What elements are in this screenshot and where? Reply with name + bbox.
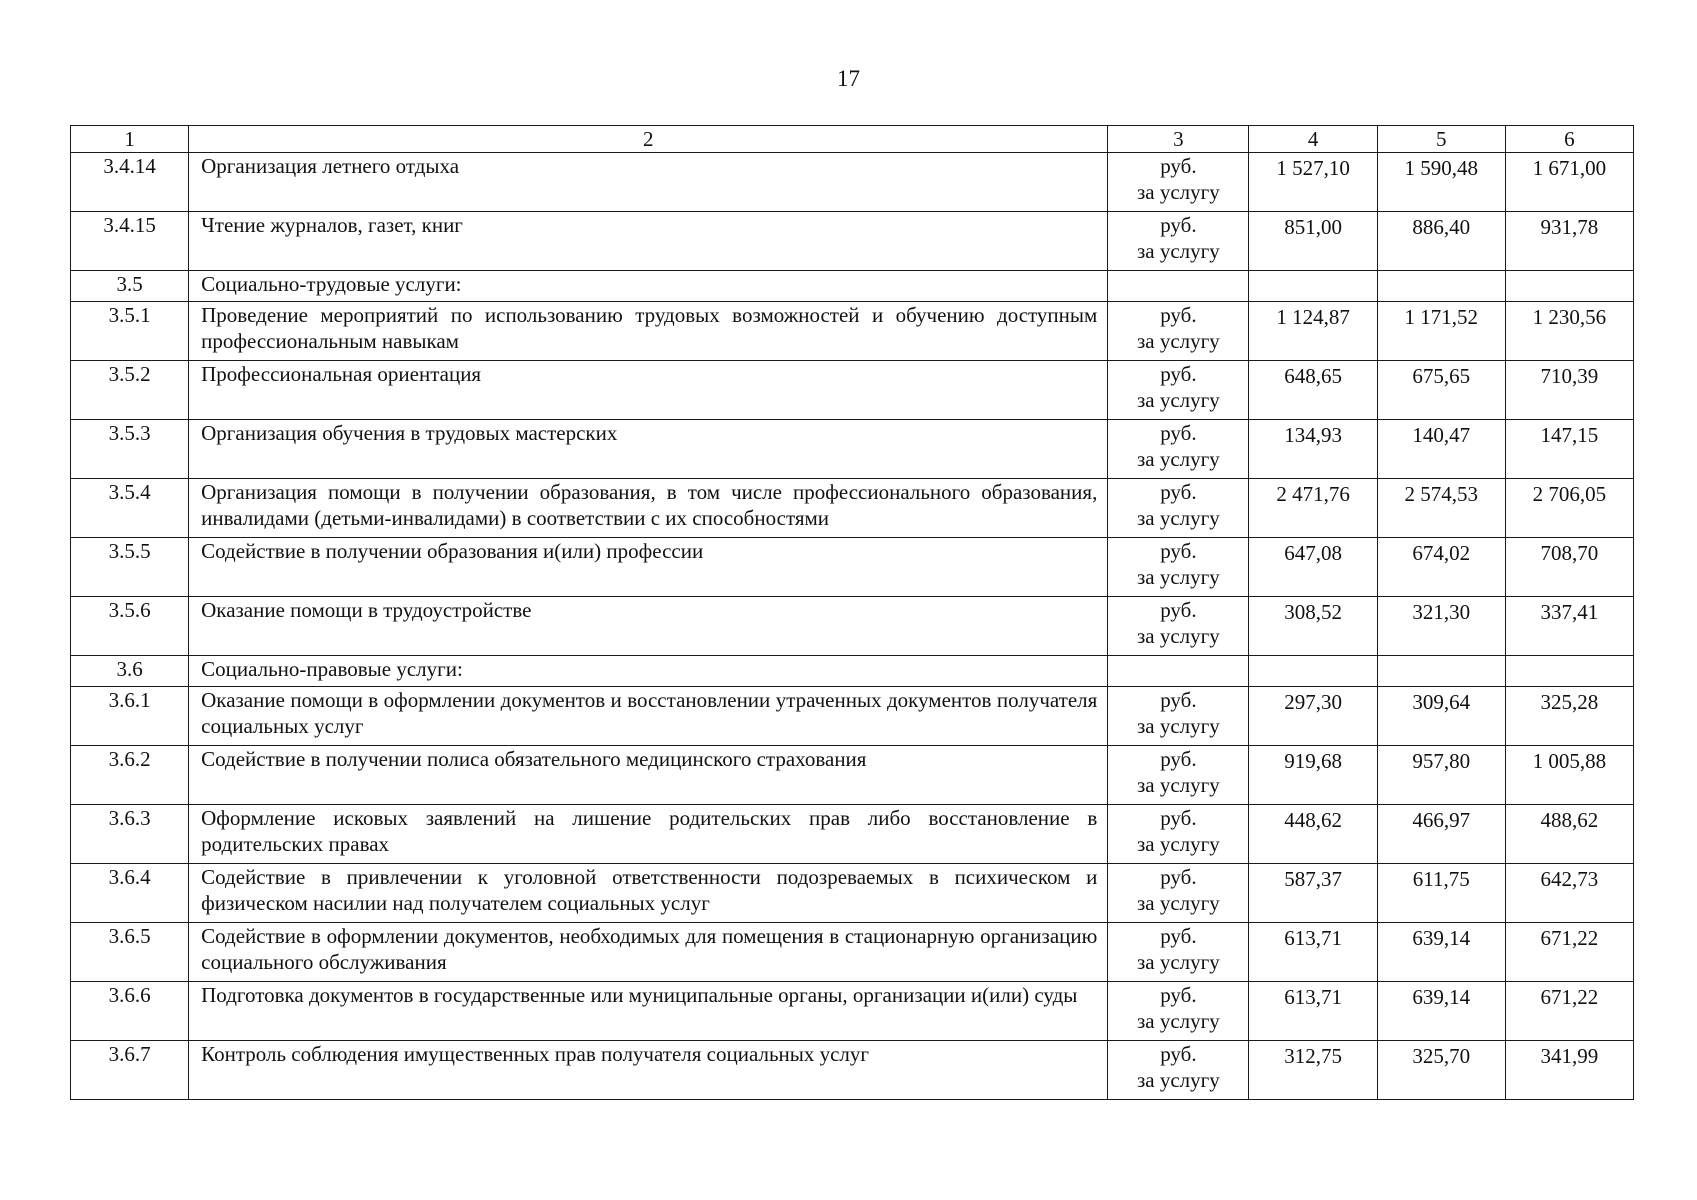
row-number: 3.5.1 <box>71 302 189 361</box>
column-header: 4 <box>1249 126 1377 153</box>
column-header: 1 <box>71 126 189 153</box>
row-number: 3.6.5 <box>71 923 189 982</box>
table-row <box>71 420 1634 479</box>
row-number: 3.6.6 <box>71 982 189 1041</box>
row-number: 3.6.4 <box>71 864 189 923</box>
tariff-value-col6: 710,39 <box>1505 361 1633 420</box>
unit-cell <box>1108 597 1249 656</box>
table-body <box>71 153 1634 1100</box>
tariff-value-col6: 341,99 <box>1505 1041 1633 1100</box>
row-number: 3.4.15 <box>71 212 189 271</box>
unit-line-1: руб. <box>1160 688 1197 712</box>
unit-cell <box>1108 302 1249 361</box>
empty-cell <box>1249 656 1377 687</box>
unit-line-1: руб. <box>1160 362 1197 386</box>
section-title: Социально-трудовые услуги: <box>189 271 1108 302</box>
tariff-value-col4: 312,75 <box>1249 1041 1377 1100</box>
empty-cell <box>1377 656 1505 687</box>
service-name: Содействие в привлечении к уголовной ответственности подозреваемых в психическом и физическом насилии над получателем социальных услуг <box>189 864 1108 923</box>
row-number: 3.4.14 <box>71 153 189 212</box>
tariff-value-col5: 325,70 <box>1377 1041 1505 1100</box>
tariff-value-col6: 931,78 <box>1505 212 1633 271</box>
empty-cell <box>1108 271 1249 302</box>
unit-line-2: за услугу <box>1137 447 1220 471</box>
unit-cell <box>1108 746 1249 805</box>
unit-line-2: за услугу <box>1137 1009 1220 1033</box>
tariff-value-col4: 648,65 <box>1249 361 1377 420</box>
row-number: 3.6.1 <box>71 687 189 746</box>
table-row <box>71 153 1634 212</box>
section-title: Социально-правовые услуги: <box>189 656 1108 687</box>
empty-cell <box>1505 271 1633 302</box>
service-name: Организация помощи в получении образования, в том числе профессионального образования, инвалидами (детьми-инвалидами) в соответствии с их способностями <box>189 479 1108 538</box>
tariff-value-col5: 321,30 <box>1377 597 1505 656</box>
unit-line-1: руб. <box>1160 747 1197 771</box>
table-row <box>71 479 1634 538</box>
tariff-value-col4: 297,30 <box>1249 687 1377 746</box>
row-number: 3.5.3 <box>71 420 189 479</box>
service-name: Оказание помощи в оформлении документов и восстановлении утраченных документов получателя социальных услуг <box>189 687 1108 746</box>
row-number: 3.6.7 <box>71 1041 189 1100</box>
unit-line-1: руб. <box>1160 303 1197 327</box>
unit-line-2: за услугу <box>1137 714 1220 738</box>
unit-line-1: руб. <box>1160 213 1197 237</box>
service-name: Содействие в оформлении документов, необходимых для помещения в стационарную организацию социального обслуживания <box>189 923 1108 982</box>
tariff-value-col5: 140,47 <box>1377 420 1505 479</box>
unit-cell <box>1108 687 1249 746</box>
unit-cell <box>1108 479 1249 538</box>
unit-cell <box>1108 153 1249 212</box>
row-number: 3.5.2 <box>71 361 189 420</box>
tariff-value-col6: 1 671,00 <box>1505 153 1633 212</box>
row-number: 3.5 <box>71 271 189 302</box>
unit-line-2: за услугу <box>1137 506 1220 530</box>
tariff-value-col5: 639,14 <box>1377 923 1505 982</box>
tariff-value-col4: 1 124,87 <box>1249 302 1377 361</box>
tariff-value-col6: 2 706,05 <box>1505 479 1633 538</box>
table-row <box>71 538 1634 597</box>
tariff-value-col4: 613,71 <box>1249 923 1377 982</box>
tariff-value-col6: 671,22 <box>1505 982 1633 1041</box>
table-row <box>71 923 1634 982</box>
tariff-value-col6: 642,73 <box>1505 864 1633 923</box>
unit-line-2: за услугу <box>1137 773 1220 797</box>
tariff-value-col6: 337,41 <box>1505 597 1633 656</box>
unit-cell <box>1108 361 1249 420</box>
tariff-value-col5: 1 171,52 <box>1377 302 1505 361</box>
table-row <box>71 212 1634 271</box>
tariff-value-col4: 613,71 <box>1249 982 1377 1041</box>
tariff-value-col4: 2 471,76 <box>1249 479 1377 538</box>
column-header: 3 <box>1108 126 1249 153</box>
tariff-value-col4: 851,00 <box>1249 212 1377 271</box>
tariff-value-col6: 708,70 <box>1505 538 1633 597</box>
unit-line-1: руб. <box>1160 598 1197 622</box>
empty-cell <box>1377 271 1505 302</box>
unit-line-1: руб. <box>1160 1042 1197 1066</box>
table-row <box>71 597 1634 656</box>
table-row <box>71 687 1634 746</box>
tariff-value-col6: 147,15 <box>1505 420 1633 479</box>
service-name: Организация обучения в трудовых мастерских <box>189 420 1108 479</box>
section-row <box>71 271 1634 302</box>
page-number: 17 <box>837 66 860 91</box>
unit-cell <box>1108 212 1249 271</box>
unit-cell <box>1108 864 1249 923</box>
table-row <box>71 746 1634 805</box>
unit-line-2: за услугу <box>1137 832 1220 856</box>
tariff-value-col5: 886,40 <box>1377 212 1505 271</box>
tariff-value-col6: 671,22 <box>1505 923 1633 982</box>
tariff-value-col5: 309,64 <box>1377 687 1505 746</box>
table-row <box>71 1041 1634 1100</box>
row-number: 3.6.3 <box>71 805 189 864</box>
tariff-value-col4: 919,68 <box>1249 746 1377 805</box>
unit-line-1: руб. <box>1160 480 1197 504</box>
unit-cell <box>1108 538 1249 597</box>
row-number: 3.5.4 <box>71 479 189 538</box>
unit-cell <box>1108 923 1249 982</box>
tariff-table <box>70 125 1634 1100</box>
tariff-value-col5: 466,97 <box>1377 805 1505 864</box>
tariff-value-col6: 1 005,88 <box>1505 746 1633 805</box>
empty-cell <box>1249 271 1377 302</box>
row-number: 3.5.5 <box>71 538 189 597</box>
tariff-value-col5: 957,80 <box>1377 746 1505 805</box>
unit-line-2: за услугу <box>1137 329 1220 353</box>
table-row <box>71 302 1634 361</box>
tariff-value-col4: 308,52 <box>1249 597 1377 656</box>
service-name: Оформление исковых заявлений на лишение родительских прав либо восстановление в родительских правах <box>189 805 1108 864</box>
unit-cell <box>1108 420 1249 479</box>
column-header: 5 <box>1377 126 1505 153</box>
unit-cell <box>1108 805 1249 864</box>
row-number: 3.6 <box>71 656 189 687</box>
tariff-value-col4: 448,62 <box>1249 805 1377 864</box>
service-name: Организация летнего отдыха <box>189 153 1108 212</box>
tariff-value-col5: 639,14 <box>1377 982 1505 1041</box>
service-name: Контроль соблюдения имущественных прав получателя социальных услуг <box>189 1041 1108 1100</box>
unit-line-1: руб. <box>1160 983 1197 1007</box>
unit-line-2: за услугу <box>1137 565 1220 589</box>
column-header: 2 <box>189 126 1108 153</box>
unit-line-2: за услугу <box>1137 891 1220 915</box>
tariff-value-col4: 647,08 <box>1249 538 1377 597</box>
unit-line-1: руб. <box>1160 865 1197 889</box>
table-row <box>71 982 1634 1041</box>
tariff-value-col5: 1 590,48 <box>1377 153 1505 212</box>
tariff-value-col4: 587,37 <box>1249 864 1377 923</box>
section-row <box>71 656 1634 687</box>
empty-cell <box>1108 656 1249 687</box>
empty-cell <box>1505 656 1633 687</box>
unit-line-1: руб. <box>1160 924 1197 948</box>
unit-cell <box>1108 1041 1249 1100</box>
unit-line-1: руб. <box>1160 806 1197 830</box>
tariff-value-col5: 611,75 <box>1377 864 1505 923</box>
service-name: Чтение журналов, газет, книг <box>189 212 1108 271</box>
unit-line-2: за услугу <box>1137 624 1220 648</box>
tariff-value-col6: 488,62 <box>1505 805 1633 864</box>
unit-line-1: руб. <box>1160 421 1197 445</box>
service-name: Содействие в получении образования и(или) профессии <box>189 538 1108 597</box>
column-header: 6 <box>1505 126 1633 153</box>
unit-cell <box>1108 982 1249 1041</box>
table-row <box>71 864 1634 923</box>
unit-line-2: за услугу <box>1137 950 1220 974</box>
service-name: Содействие в получении полиса обязательного медицинского страхования <box>189 746 1108 805</box>
row-number: 3.6.2 <box>71 746 189 805</box>
table-row <box>71 805 1634 864</box>
tariff-value-col5: 674,02 <box>1377 538 1505 597</box>
table-header-row <box>71 126 1634 153</box>
tariff-value-col5: 2 574,53 <box>1377 479 1505 538</box>
table-row <box>71 361 1634 420</box>
tariff-value-col4: 134,93 <box>1249 420 1377 479</box>
unit-line-1: руб. <box>1160 539 1197 563</box>
tariff-value-col5: 675,65 <box>1377 361 1505 420</box>
tariff-value-col6: 1 230,56 <box>1505 302 1633 361</box>
unit-line-2: за услугу <box>1137 180 1220 204</box>
tariff-value-col4: 1 527,10 <box>1249 153 1377 212</box>
service-name: Оказание помощи в трудоустройстве <box>189 597 1108 656</box>
unit-line-2: за услугу <box>1137 388 1220 412</box>
unit-line-2: за услугу <box>1137 1068 1220 1092</box>
row-number: 3.5.6 <box>71 597 189 656</box>
service-name: Подготовка документов в государственные или муниципальные органы, организации и(или) суды <box>189 982 1108 1041</box>
unit-line-2: за услугу <box>1137 239 1220 263</box>
service-name: Профессиональная ориентация <box>189 361 1108 420</box>
service-name: Проведение мероприятий по использованию трудовых возможностей и обучению доступным профессиональным навыкам <box>189 302 1108 361</box>
unit-line-1: руб. <box>1160 154 1197 178</box>
tariff-value-col6: 325,28 <box>1505 687 1633 746</box>
